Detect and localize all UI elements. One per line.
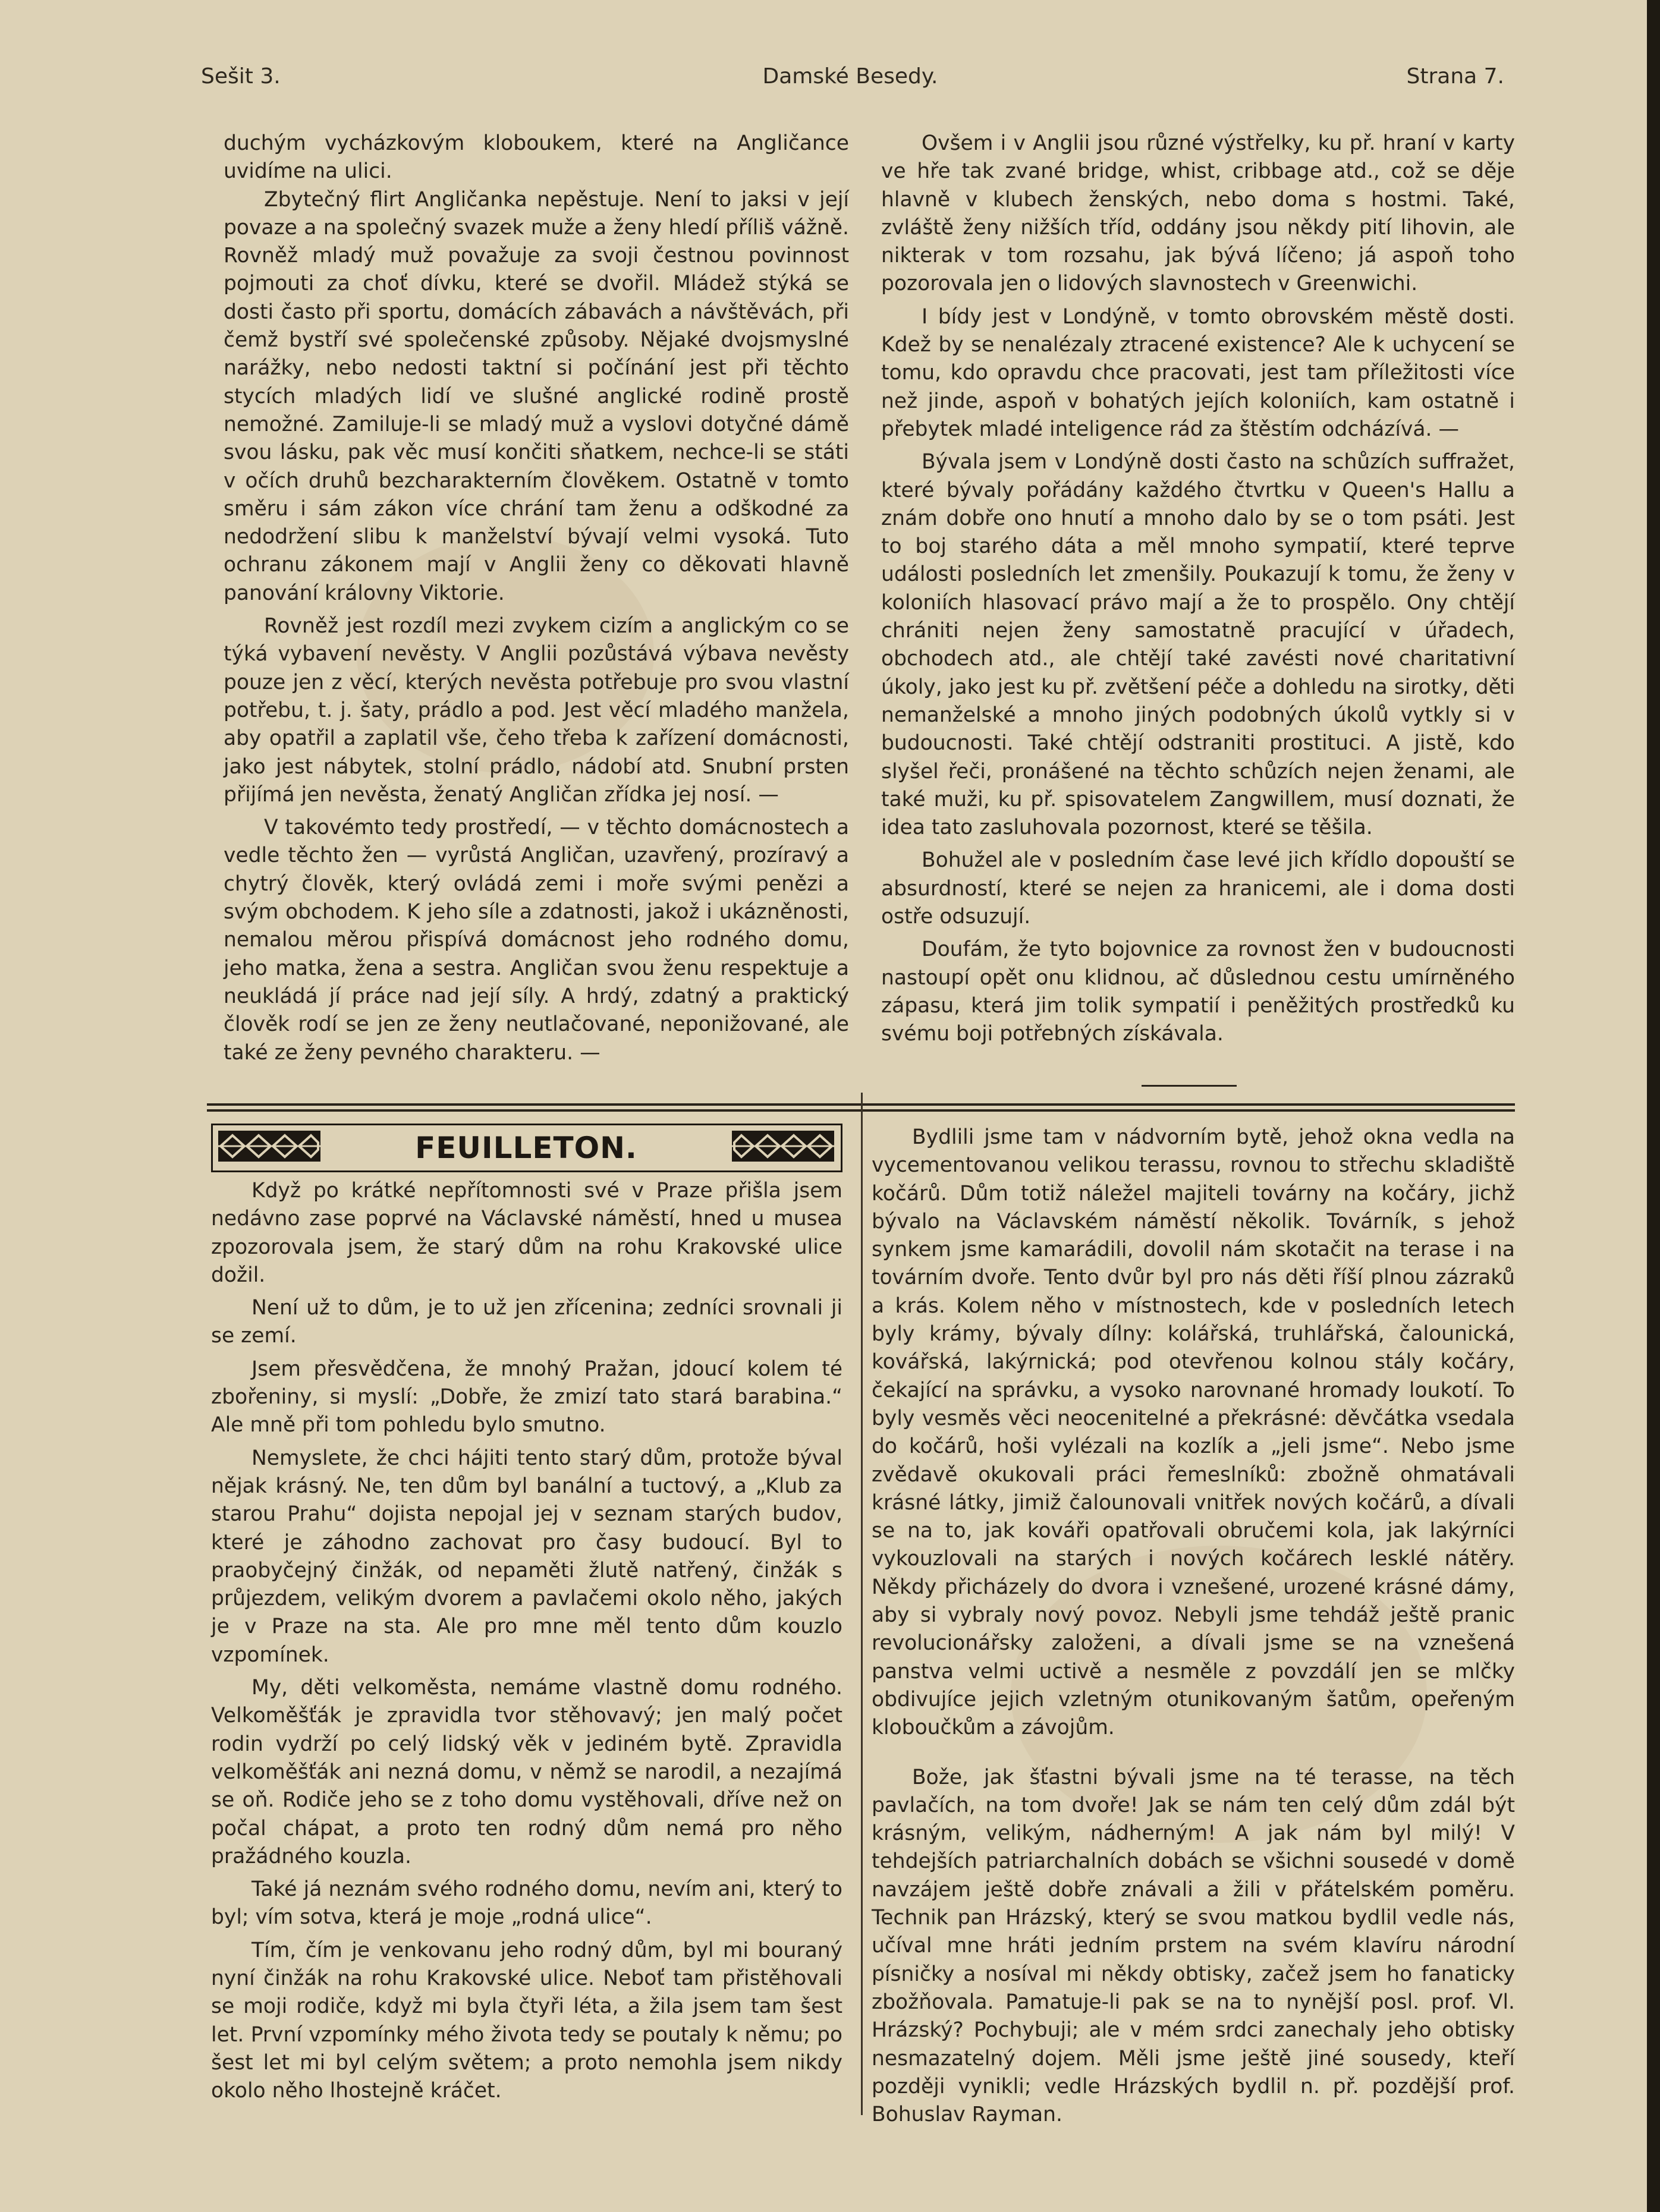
paragraph: My, děti velkoměsta, nemáme vlastně domu rodného. Velkoměšťák je zpravidla tvor stěhovavý; jen malý počet rodin vydrží po celý lidský věk v jediném bytě. Zpravidla velkoměšťák ani nezná domu, v němž se narodil, a nezajímá se oň. Rodiče jeho se z toho domu vystěhovali, dříve než on počal chápat, a proto ten rodný dům nemá pro něho pražádného kouzla.	[211, 1676, 842, 1868]
ornament-icon	[732, 1131, 834, 1162]
feuilleton-column-1	[211, 1177, 842, 2106]
feuilleton-title: FEUILLETON.	[415, 1131, 637, 1165]
feuilleton-heading	[211, 1124, 841, 1171]
column-divider	[861, 1093, 863, 2115]
article-column-2	[881, 130, 1515, 1049]
paragraph: Ovšem i v Anglii jsou různé výstřelky, ku př. hraní v karty ve hře tak zvané bridge, whist, cribbage atd., což se děje hlavně v klubech ženských, nebo doma s hostmi. Také, zvláště ženy nižších tříd, oddány jsou někdy pití lihovin, ale nikterak v tom rozsahu, jak bývá líčeno; já aspoň toho pozorovala jen o lidových slavnostech v Greenwichi.	[881, 131, 1515, 296]
paragraph: Když po krátké nepřítomnosti své v Praze přišla jsem nedávno zase poprvé na Václavské náměstí, hned u musea zpozorovala jsem, že starý dům na rohu Krakovské ulice dožil.	[211, 1179, 842, 1287]
paragraph: V takovémto tedy prostředí, — v těchto domácnostech a vedle těchto žen — vyrůstá Angličan, uzavřený, prozíravý a chytrý člověk, který ovládá zemi i moře svými penězi a svým obchodem. K jeho síle a zdatnosti, jakož i ukázněnosti, nemalou měrou přispívá domácnost jeho rodného domu, jeho matka, žena a sestra. Angličan svou ženu respektuje a neukládá jí práce nad její síly. A hrdý, zdatný a praktický člověk rodí se jen ze ženy neutlačované, neponižované, ale také ze ženy pevného charakteru. —	[224, 816, 849, 1065]
paragraph: Nemyslete, že chci hájiti tento starý dům, protože býval nějak krásný. Ne, ten dům byl banální a tuctový, a „Klub za starou Prahu“ dojista nepojal jej v seznam starých budov, které je záhodno zachovat pro časy budoucí. Byl to praobyčejný činžák, od nepaměti žlutě natřený, činžák s průjezdem, velikým dvorem a pavlačemi okolo něho, jakých je v Praze na sta. Ale pro mne měl tento dům kouzlo vzpomínek.	[211, 1446, 842, 1667]
magazine-title: Damské Besedy.	[762, 64, 938, 89]
feuilleton-column-2	[872, 1124, 1515, 2129]
paragraph: I bídy jest v Londýně, v tomto obrovském městě dosti. Kdež by se nenalézaly ztracené existence? Ale k uchycení se tomu, kdo opravdu chce pracovati, jest tam příležitosti více než jinde, aspoň v bohatých jejích koloniích, kam ostatně i přebytek mladé inteligence rád za štěstím odcházívá. —	[881, 304, 1515, 441]
paragraph: Tím, čím je venkovanu jeho rodný dům, byl mi bouraný nyní činžák na rohu Krakovské ulice. Neboť tam přistěhovali se moji rodiče, když mi byla čtyři léta, a žila jsem tam šest let. První vzpomínky mého života tedy se poutaly k němu; po šest let mi byl celým světem; a proto nemohla jsem nikdy okolo něho lhostejně kráčet.	[211, 1938, 842, 2103]
page-edge	[1647, 0, 1660, 2212]
page-header	[196, 64, 1504, 100]
article-column-1	[224, 130, 849, 1067]
paragraph: Bože, jak šťastni bývali jsme na té terasse, na těch pavlačích, na tom dvoře! Jak se nám ten celý dům zdál být krásným, velikým, nádherným! A jak nám byl milý! V tehdejších patriarchalních dobách se všichni sousedé v domě navzájem ještě dobře znávali a žili v přátelském poměru. Technik pan Hrázský, který se svou matkou bydlil vedle nás, učíval mne hráti jedním prstem na svém klavíru národní písničky a nosíval mi někdy obtisky, začež jsem ho fanaticky zbožňovala. Pamatuje-li pak se na to nynější posl. prof. Vl. Hrázský? Pochybuji; ale v mém srdci zanechaly jeho obtisky nesmazatelný dojem. Měli jsme ještě jiné sousedy, kteří později vynikli; vedle Hrázských bydlil n. př. pozdější prof. Bohuslav Rayman.	[872, 1765, 1515, 2127]
ornament-icon	[218, 1131, 320, 1162]
paragraph: Bohužel ale v posledním čase levé jich křídlo dopouští se absurdností, které se nejen za hranicemi, ale i doma dosti ostře odsuzují.	[881, 848, 1515, 929]
paragraph: duchým vycházkovým kloboukem, které na Angličance uvidíme na ulici.	[224, 131, 849, 184]
paragraph: Bývala jsem v Londýně dosti často na schůzích suffražet, které bývaly pořádány každého čtvrtku v Queen's Hallu a znám dobře ono hnutí a mnoho dalo by se o tom psáti. Jest to boj starého dáta a měl mnoho sympatií, které teprve události posledních let zmenšily. Poukazují k tomu, že ženy v koloniích hlasovací právo mají a že to prospělo. Ony chtějí chrániti nejen ženy samostatně pracující v úřadech, obchodech atd., ale chtějí také zavésti nové charitativní úkoly, jako jest ku př. zvětšení péče a dohledu na sirotky, děti nemanželské a mnoho jiných podobných úkolů vytkly si v budoucnosti. Také chtějí odstraniti prostituci. A jistě, kdo slyšel řeči, pronášené na těchto schůzích nejen ženami, ale také muži, ku př. spisovatelem Zangwillem, musí doznati, že idea tato zasluhovala pozornost, které se těšila.	[881, 450, 1515, 840]
paragraph: Rovněž jest rozdíl mezi zvykem cizím a anglickým co se týká vybavení nevěsty. V Anglii pozůstává výbava nevěsty pouze jen z věcí, kterých nevěsta potřebuje pro svou vlastní potřebu, t. j. šaty, prádlo a pod. Jest věcí mladého manžela, aby opatřil a zaplatil vše, čeho třeba k zařízení domácnosti, jako jest nábytek, stolní prádlo, nádobí atd. Snubní prsten přijímá jen nevěsta, ženatý Angličan zřídka jej nosí. —	[224, 614, 849, 807]
issue-number: Sešit 3.	[201, 64, 281, 89]
paragraph: Také já neznám svého rodného domu, nevím ani, který to byl; vím sotva, která je moje „rodná ulice“.	[211, 1877, 842, 1930]
paragraph: Zbytečný flirt Angličanka nepěstuje. Není to jaksi v její povaze a na společný svazek muže a ženy hledí příliš vážně. Rovněž mladý muž považuje za svoji čestnou povinnost pojmouti za choť dívku, které se dvořil. Mládež stýká se dosti často při sportu, domácích zábavách a návštěvách, při čemž bystří své společenské způsoby. Nějaké dvojsmyslné narážky, nebo nedosti taktní si počínání jest při těchto stycích mladých lidí ve slušné anglické rodině prostě nemožné. Zamiluje-li se mladý muž a vyslovi dotyčné dámě svou lásku, pak věc musí končiti sňatkem, nechce-li se státi v očích druhů bezcharakterním člověkem. Ostatně v tomto směru i sám zákon více chrání tam ženu a odškodné za nedodržení slibu k manželství bývají velmi vysoká. Tuto ochranu zákonem mají v Anglii ženy co děkovati hlavně panování královny Viktorie.	[224, 187, 849, 605]
paragraph: Doufám, že tyto bojovnice za rovnost žen v budoucnosti nastoupí opět onu klidnou, ač důslednou cestu umírněného zápasu, která jim tolik sympatií i peněžitých prostředků ku svému boji potřebných získávala.	[881, 937, 1515, 1046]
paragraph: Není už to dům, je to už jen zřícenina; zedníci srovnali ji se zemí.	[211, 1296, 842, 1348]
paragraph: Bydlili jsme tam v nádvorním bytě, jehož okna vedla na vycementovanou velikou terassu, rovnou to střechu skladiště kočárů. Dům totiž náležel majiteli továrny na kočáry, jichž bývalo na Václavském náměstí několik. Továrník, s jehož synkem jsme kamarádili, dovolil nám skotačit na terase i na továrním dvoře. Tento dvůr byl pro nás děti říší plnou zázraků a krás. Kolem něho v místnostech, kde v posledních letech byly krámy, bývaly dílny: kolářská, truhlářská, čalounická, kovářská, lakýrnická; pod otevřenou kolnou stály kočáry, čekající na správku, a vysoko narovnané hromady loukotí. To byly vesměs věci neocenitelné a překrásné: děvčátka vsedala do kočárů, hoši vylézali na kozlík a „jeli jsme“. Nebo jsme zvědavě okukovali práci řemeslníků: zbožně ohmatávali krásné látky, jimiž čalounovali vnitřek nových kočárů, a dívali se na to, jak kováři opatřovali obručemi kola, jak lakýrníci vykouzlovali na starých i nových kočárech lesklé nátěry. Někdy přicházely do dvora i vznešené, urozené krásné dámy, aby si vybraly nový povoz. Nebyli jsme tehdáž ještě pranic revolucionářsky založeni, a dívali jsme se na vznešená panstva velmi uctivě a nesměle z povzdálí jen se mlčky obdivujíce jejich vzletným otunikovaným šatům, opeřeným kloboučkům a závojům.	[872, 1125, 1515, 1740]
page-number: Strana 7.	[1406, 64, 1504, 89]
paragraph: Jsem přesvědčena, že mnohý Pražan, jdoucí kolem té zbořeniny, si myslí: „Dobře, že zmizí tato stará barabina.“ Ale mně při tom pohledu bylo smutno.	[211, 1357, 842, 1437]
article-end-rule	[1142, 1085, 1237, 1087]
